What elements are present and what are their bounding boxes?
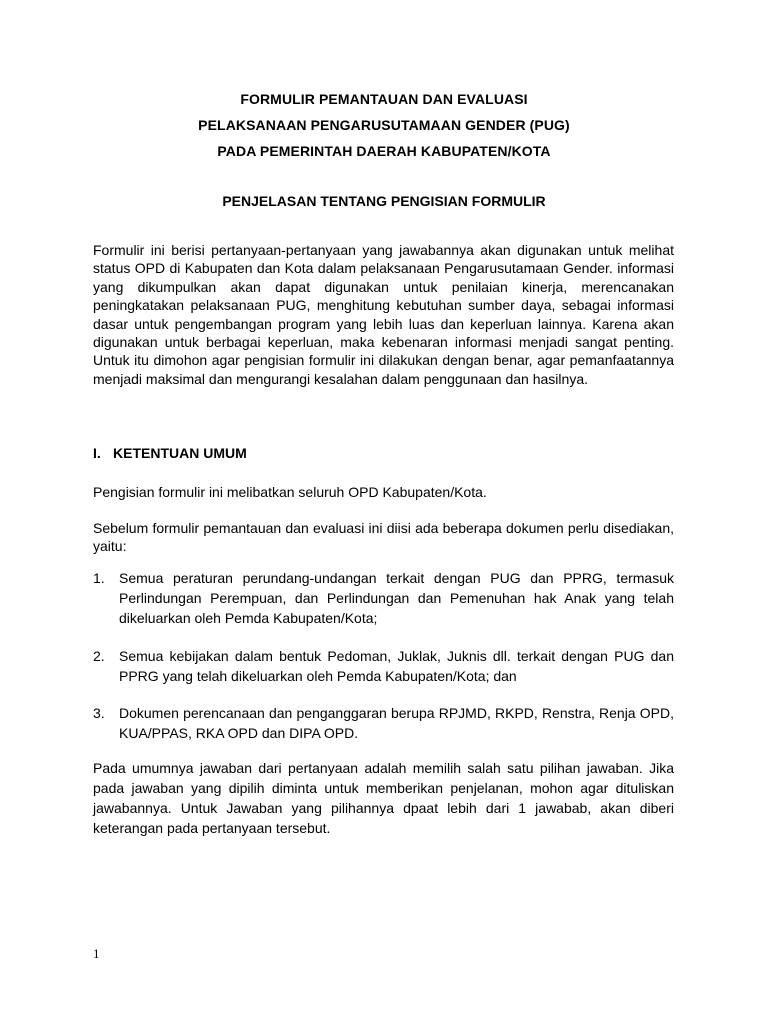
list-marker: 3. xyxy=(93,705,105,721)
list-item-text: Semua peraturan perundang-undangan terkait dengan PUG dan PPRG, termasuk Perlindungan Perempuan, dan Perlindungan dan Pemenuhan hak Anak yang telah dikeluarkan oleh Pemda Kabupaten/Kota; xyxy=(119,570,674,626)
list-item-text: Dokumen perencanaan dan penganggaran berupa RPJMD, RKPD, Renstra, Renja OPD, KUA/PPAS, RKA OPD dan DIPA OPD. xyxy=(119,705,674,741)
intro-paragraph: Formulir ini berisi pertanyaan-pertanyaan yang jawabannya akan digunakan untuk melihat status OPD di Kabupaten dan Kota dalam pelaksanaan Pengarusutamaan Gender. informasi yang dikumpulkan akan dapat digunakan untuk penilaian kinerja, merencanakan peningkatakan pelaksanaan PUG, menghitung kebutuhan sumber daya, sebagai informasi dasar untuk pengembangan program yang lebih luas dan keperluan lainnya. Karena akan digunakan untuk berbagai keperluan, maka kebenaran informasi menjadi sangat penting. Untuk itu dimohon agar pengisian formulir ini dilakukan dengan benar, agar pemanfaatannya menjadi maksimal dan mengurangi kesalahan dalam penggunaan dan hasilnya. xyxy=(93,242,674,387)
section-paragraph-1: Pengisian formulir ini melibatkan seluruh OPD Kabupaten/Kota. xyxy=(93,484,487,500)
title-line-2: PELAKSANAAN PENGARUSUTAMAAN GENDER (PUG) xyxy=(198,117,570,133)
section-paragraph-2: Sebelum formulir pemantauan dan evaluasi ini diisi ada beberapa dokumen perlu disediakan, yaitu: xyxy=(93,520,674,555)
section-number: I. xyxy=(93,445,101,461)
closing-paragraph: Pada umumnya jawaban dari pertanyaan adalah memilih salah satu pilihan jawaban. Jika pada jawaban yang dipilih diminta untuk memberikan penjelanan, mohon agar dituliskan jawabannya. Untuk Jawaban yang pilihannya dpaat lebih dari 1 jawabab, akan diberi keterangan pada pertanyaan tersebut. xyxy=(93,760,674,836)
title-line-1: FORMULIR PEMANTAUAN DAN EVALUASI xyxy=(240,91,528,107)
document-subtitle: PENJELASAN TENTANG PENGISIAN FORMULIR xyxy=(222,193,546,209)
section-heading xyxy=(93,443,247,463)
list-marker: 1. xyxy=(93,570,105,586)
section-title: KETENTUAN UMUM xyxy=(113,445,247,461)
list-marker: 2. xyxy=(93,648,105,664)
page-number: 1 xyxy=(93,946,100,961)
document-title xyxy=(0,86,768,164)
title-line-3: PADA PEMERINTAH DAERAH KABUPATEN/KOTA xyxy=(217,143,551,159)
list-item-text: Semua kebijakan dalam bentuk Pedoman, Juklak, Juknis dll. terkait dengan PUG dan PPRG yang telah dikeluarkan oleh Pemda Kabupaten/Kota; dan xyxy=(119,648,674,684)
